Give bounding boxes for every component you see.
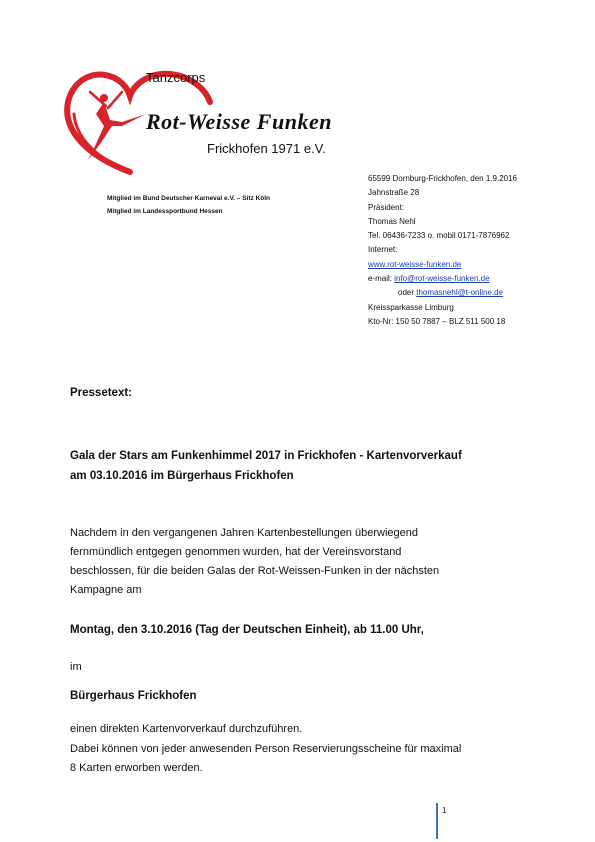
headline — [70, 446, 540, 486]
headline-line: Gala der Stars am Funkenhimmel 2017 in Frickhofen - Kartenvorverkauf — [70, 450, 462, 462]
email-link-info[interactable]: info@rot-weisse-funken.de — [394, 274, 490, 284]
logo-city: Frickhofen 1971 e.V. — [207, 141, 326, 156]
paragraph-line: Kampagne am — [70, 584, 142, 596]
event-venue: Bürgerhaus Frickhofen — [70, 690, 197, 702]
page-number-bar — [436, 803, 438, 839]
paragraph-line: fernmündlich entgegen genommen wurden, hat der Vereinsvorstand — [70, 546, 402, 558]
press-label: Pressetext: — [70, 387, 133, 399]
location-date: 65599 Dornburg-Frickhofen, den 1.9.2016 — [368, 174, 517, 183]
street-address: Jahnstraße 28 — [368, 188, 420, 198]
paragraph-details — [70, 720, 540, 779]
paragraph-line: Nachdem in den vergangenen Jahren Kartenbestellungen überwiegend — [70, 527, 418, 539]
bank-account: Kto-Nr: 150 50 7887 – BLZ 511 500 18 — [368, 316, 506, 326]
headline-line: am 03.10.2016 im Bürgerhaus Frickhofen — [70, 470, 294, 482]
paragraph-line: Dabei können von jeder anwesenden Person Reservierungsscheine für maximal — [70, 742, 462, 755]
logo-subtitle: Tanzcorps — [146, 70, 206, 85]
paragraph-line: 8 Karten erworben werden. — [70, 762, 203, 774]
email-label: e-mail: — [368, 274, 395, 284]
preposition-im: im — [70, 661, 82, 673]
event-date: Montag, den 3.10.2016 (Tag der Deutschen Einheit), ab 11.00 Uhr, — [70, 624, 424, 636]
membership-line: Mitglied im Landessportbund Hessen — [107, 208, 223, 215]
email-link-president[interactable]: thomasnehl@t-online.de — [416, 288, 504, 298]
membership-line: Mitglied im Bund Deutscher Karneval e.V. – Sitz Köln — [107, 195, 271, 202]
website-link[interactable]: www.rot-weisse-funken.de — [368, 259, 462, 269]
president-name: Thomas Nehl — [368, 216, 416, 226]
page-number: 1 — [442, 806, 447, 815]
club-logo — [60, 62, 330, 182]
phone-numbers: Tel. 06436-7233 o. mobil 0171-7876962 — [368, 231, 510, 241]
paragraph-line: einen direkten Kartenvorverkauf durchzuführen. — [70, 723, 303, 735]
paragraph-line: beschlossen, für die beiden Galas der Rot-Weissen-Funken in der nächsten — [70, 565, 440, 577]
contact-block — [368, 172, 578, 329]
internet-label: Internet: — [368, 245, 398, 255]
logo-name: Rot-Weisse Funken — [146, 109, 332, 134]
bank-name: Kreissparkasse Limburg — [368, 302, 454, 312]
email-or: oder — [398, 288, 417, 298]
paragraph-intro — [70, 524, 500, 600]
president-label: Präsident: — [368, 202, 405, 212]
